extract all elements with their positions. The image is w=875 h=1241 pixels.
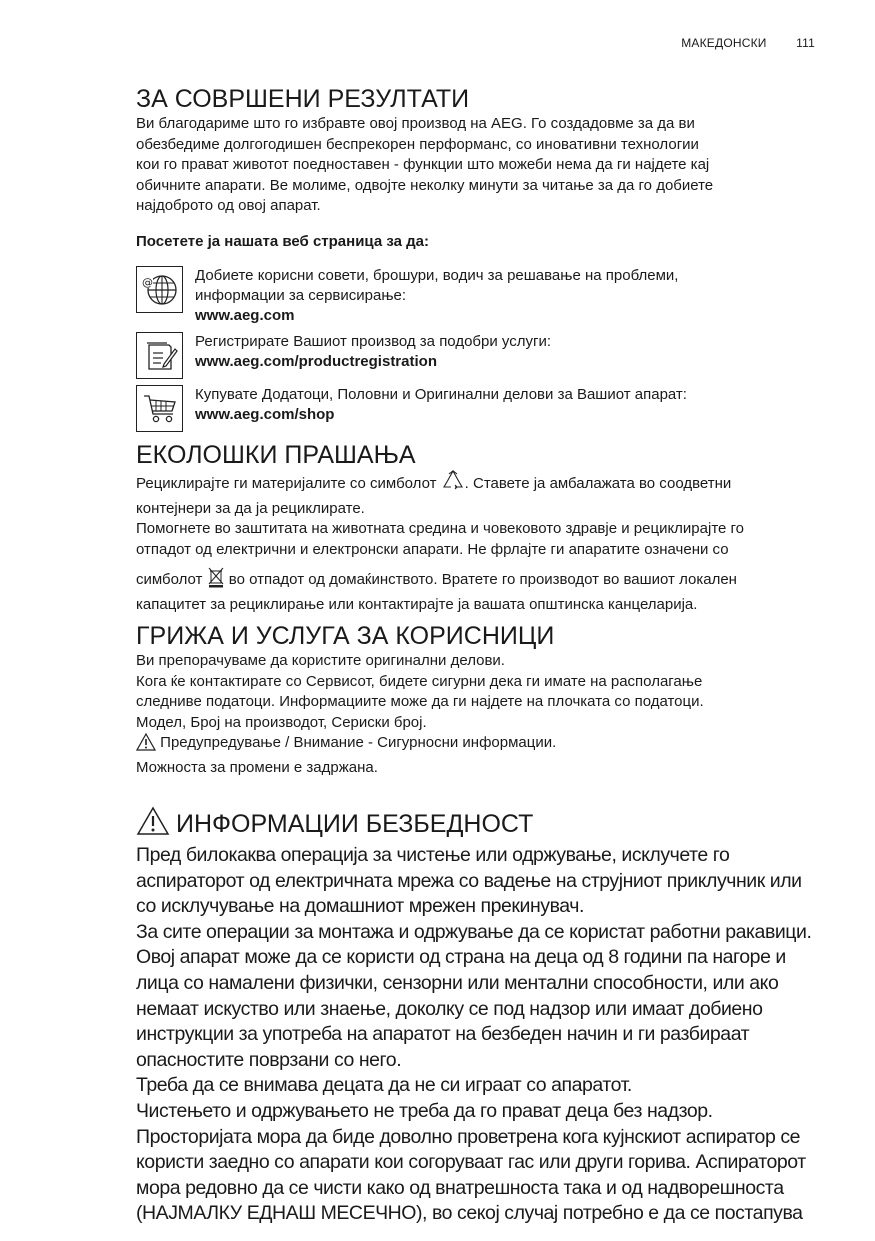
care-line: Кога ќе контактирате со Сервисот, бидете сигурни дека ги имате на располагање xyxy=(136,672,703,690)
safety-line: (НАЈМАЛКУ ЕДНАШ МЕСЕЧНО), во секој случај потребно е да се постапува xyxy=(136,1202,803,1225)
link-description: Регистрирате Вашиот производ за подобри услуги: xyxy=(195,333,552,350)
language-label: МАКЕДОНСКИ xyxy=(681,36,767,50)
care-line: Модел, Број на производот, Сериски број. xyxy=(136,713,427,731)
safety-line: За сите операции за монтажа и одржување да се користат работни ракавици. xyxy=(136,920,812,943)
product-registration-link[interactable]: www.aeg.com/productregistration xyxy=(195,353,437,370)
warning-text: Предупредување / Внимание - Сигурносни информации. xyxy=(156,734,557,751)
care-line: следниве податоци. Информациите може да ги најдете на плочката со податоци. xyxy=(136,693,704,710)
eco-text: Рециклирајте ги материјалите со симболот xyxy=(136,475,441,492)
globe-at-icon xyxy=(136,266,183,313)
intro-line: обичните апарати. Ве молиме, одвојте неколку минути за читање за да го добиете xyxy=(136,176,714,194)
care-line: Ви препорачуваме да користите оригинални делови. xyxy=(136,652,505,669)
link-description: Добиете корисни совети, брошури, водич за решавање на проблеми, xyxy=(195,267,679,284)
care-line: Можноста за промени е задржана. xyxy=(136,758,378,776)
safety-line: аспираторот од електричната мрежа со вадење на струјниот приклучник или xyxy=(136,869,802,892)
page-number: 111 xyxy=(796,36,815,50)
warning-icon xyxy=(136,733,156,758)
intro-line: обезбедиме долгогодишен беспрекорен перформанс, со иновативни технологии xyxy=(136,135,699,153)
eco-line xyxy=(136,470,826,499)
website-links xyxy=(136,266,826,432)
intro-line: Ви благодариме што го избравте овој производ на AEG. Го создадовме за да ви xyxy=(136,115,695,132)
registration-pen-icon xyxy=(136,332,183,379)
safety-line: Пред билокаква операција за чистење или одржување, исклучете го xyxy=(136,844,730,866)
warning-icon xyxy=(136,806,170,841)
safety-line: Треба да се внимава децата да не си играат со апаратот. xyxy=(136,1074,632,1097)
link-text xyxy=(195,332,551,372)
eco-line xyxy=(136,566,826,595)
eco-paragraph xyxy=(136,470,826,615)
eco-text: симболот xyxy=(136,571,207,588)
link-row-support xyxy=(136,266,826,326)
eco-line: отпадот од електрични и електронски апарати. Не фрлајте ги апаратите означени со xyxy=(136,540,729,558)
perfect-results-heading: ЗА СОВРШЕНИ РЕЗУЛТАТИ xyxy=(136,85,470,113)
safety-text xyxy=(136,843,826,1227)
safety-line: Просторијата мора да биде доволно проветрена кога кујнскиот аспиратор се xyxy=(136,1125,801,1148)
shopping-cart-icon xyxy=(136,385,183,432)
care-line xyxy=(136,733,826,758)
safety-heading: ИНФОРМАЦИИ БЕЗБЕДНОСТ xyxy=(176,809,534,838)
link-description: информации за сервисирање: xyxy=(195,287,407,304)
safety-line: Овој апарат може да се користи од страна на деца од 8 години па нагоре и xyxy=(136,946,786,969)
link-row-registration xyxy=(136,332,826,379)
running-header xyxy=(681,36,815,50)
eco-heading: ЕКОЛОШКИ ПРАШАЊА xyxy=(136,441,416,469)
safety-line: со исклучување на домашниот мрежен прекинувач. xyxy=(136,895,584,918)
safety-line: Чистењето и одржувањето не треба да го прават деца без надзор. xyxy=(136,1099,713,1122)
intro-line: најдоброто од овој апарат. xyxy=(136,197,321,214)
page-content xyxy=(136,84,826,1227)
visit-website-label: Посетете ја нашата веб страница за да: xyxy=(136,232,429,250)
link-row-shop xyxy=(136,385,826,432)
eco-line: капацитет за рециклирање или контактирајте ја вашата општинска канцеларија. xyxy=(136,595,698,613)
crossed-bin-icon xyxy=(207,566,225,595)
link-description: Купувате Додатоци, Половни и Оригинални делови за Вашиот апарат: xyxy=(195,386,687,403)
safety-line: користи заедно со апарати кои согоруваат гас или други горива. Аспираторот xyxy=(136,1151,806,1174)
safety-line: мора редовно да се чисти како од внатрешноста така и од надворешноста xyxy=(136,1176,784,1199)
eco-line: контејнери за да ја рециклирате. xyxy=(136,499,365,517)
care-paragraph xyxy=(136,651,826,778)
eco-line: Помогнете во заштитата на животната средина и човековото здравје и рециклирајте го xyxy=(136,520,745,537)
safety-line: немаат искуство или знаење, доколку се под надзор или имаат добиено xyxy=(136,997,763,1020)
eco-text: во отпадот од домаќинството. Вратете го производот во вашиот локален xyxy=(224,571,737,588)
intro-line: кои го прават животот поедноставен - функции што можеби нема да ги најдете кај xyxy=(136,156,710,173)
svg-text:@: @ xyxy=(141,275,153,289)
intro-paragraph xyxy=(136,114,826,217)
shop-link[interactable]: www.aeg.com/shop xyxy=(195,406,335,423)
aeg-website-link[interactable]: www.aeg.com xyxy=(195,307,295,324)
safety-line: опасностите поврзани со него. xyxy=(136,1048,402,1071)
link-text xyxy=(195,385,687,425)
link-text xyxy=(195,266,678,326)
eco-text: . Ставете ја амбалажата во соодветни xyxy=(464,475,732,492)
care-heading: ГРИЖА И УСЛУГА ЗА КОРИСНИЦИ xyxy=(136,622,555,650)
safety-line: инструкции за употреба на апаратот на безбеден начин и ги разбираат xyxy=(136,1023,750,1046)
recycle-icon xyxy=(441,470,465,499)
safety-line: лица со намалени физички, сензорни или ментални способности, или ако xyxy=(136,971,779,994)
safety-heading-row xyxy=(136,806,826,841)
